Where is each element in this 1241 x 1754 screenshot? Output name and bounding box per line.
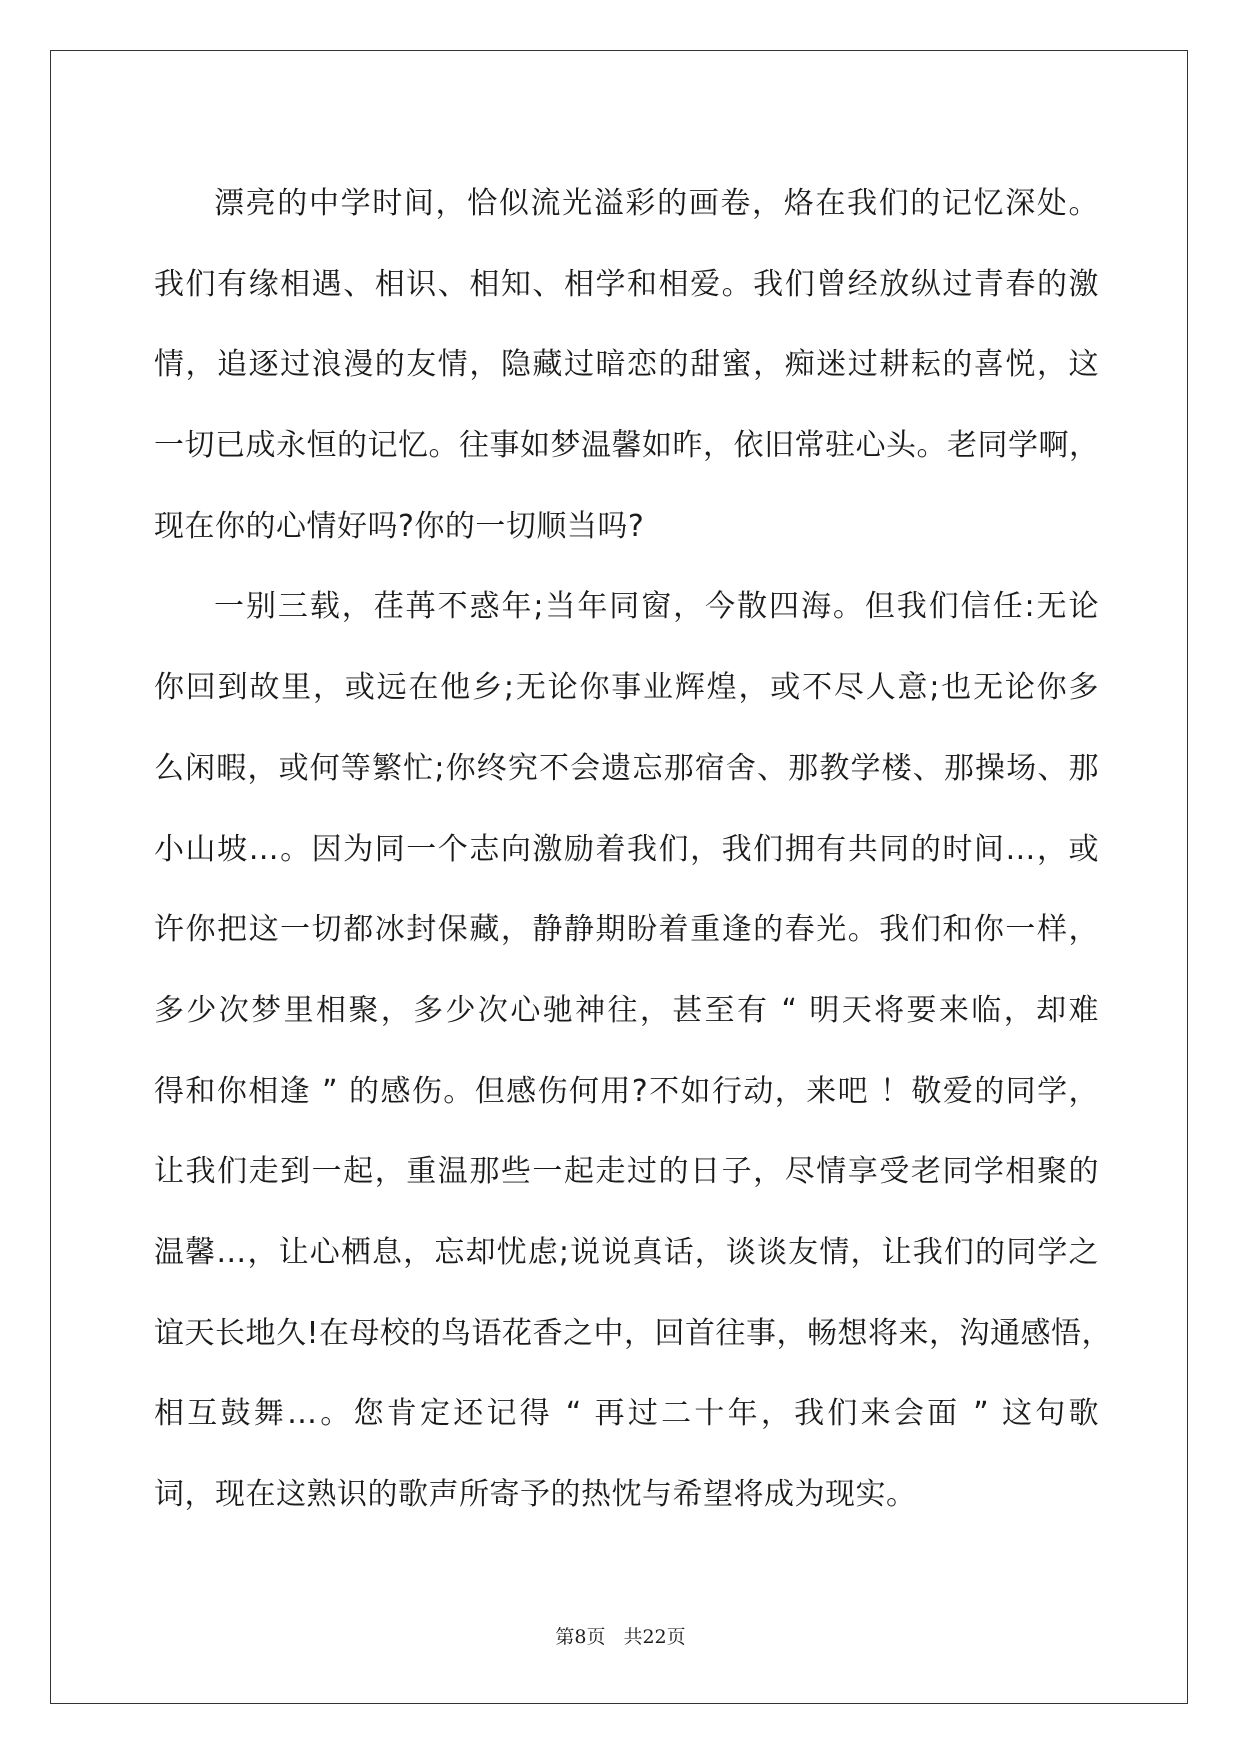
page-number: 第8页 (555, 1626, 606, 1648)
paragraph-1-line-4: 一切已成永恒的记忆。往事如梦温馨如昨，依旧常驻心头。老同学啊， (154, 428, 1100, 464)
paragraph-2-line-8: 让我们走到一起，重温那些一起走过的日子，尽情享受老同学相聚的 (154, 1154, 1099, 1190)
page-total: 共22页 (623, 1626, 686, 1648)
paragraph-2-line-12: 词，现在这熟识的歌声所寄予的热忱与希望将成为现实。 (154, 1477, 917, 1512)
paragraph-2-line-10: 谊天长地久!在母校的鸟语花香之中，回首往事，畅想将来，沟通感悟， (154, 1315, 1113, 1351)
paragraph-2-line-6: 多少次梦里相聚，多少次心驰神往，甚至有 “ 明天将要来临，却难 (154, 992, 1099, 1028)
paragraph-2-line-4: 小山坡…。因为同一个志向激励着我们，我们拥有共同的时间…，或 (154, 831, 1099, 867)
paragraph-2-line-1: 一别三载，荏苒不惑年;当年同窗，今散四海。但我们信任:无论 (214, 589, 1099, 625)
paragraph-1-line-2: 我们有缘相遇、相识、相知、相学和相爱。我们曾经放纵过青春的激 (154, 266, 1099, 302)
paragraph-2-line-2: 你回到故里，或远在他乡;无论你事业辉煌，或不尽人意;也无论你多 (154, 670, 1099, 706)
paragraph-2-line-3: 么闲暇，或何等繁忙;你终究不会遗忘那宿舍、那教学楼、那操场、那 (154, 750, 1099, 786)
paragraph-2-line-7: 得和你相逢 ” 的感伤。但感伤何用?不如行动，来吧 ！敬爱的同学， (154, 1073, 1099, 1109)
paragraph-2-line-11: 相互鼓舞…。您肯定还记得 “ 再过二十年，我们来会面 ” 这句歌 (154, 1396, 1099, 1432)
paragraph-1-line-1: 漂亮的中学时间，恰似流光溢彩的画卷，烙在我们的记忆深处。 (214, 186, 1099, 221)
paragraph-1-line-5: 现在你的心情好吗?你的一切顺当吗? (154, 508, 645, 544)
page-footer (0, 1622, 1241, 1649)
paragraph-1-line-3: 情，追逐过浪漫的友情，隐藏过暗恋的甜蜜，痴迷过耕耘的喜悦，这 (154, 347, 1099, 383)
document-body (154, 164, 1113, 1536)
paragraph-2-line-5: 许你把这一切都冰封保藏，静静期盼着重逢的春光。我们和你一样， (154, 912, 1099, 948)
paragraph-2-line-9: 温馨…，让心栖息，忘却忧虑;说说真话，谈谈友情，让我们的同学之 (154, 1234, 1099, 1270)
